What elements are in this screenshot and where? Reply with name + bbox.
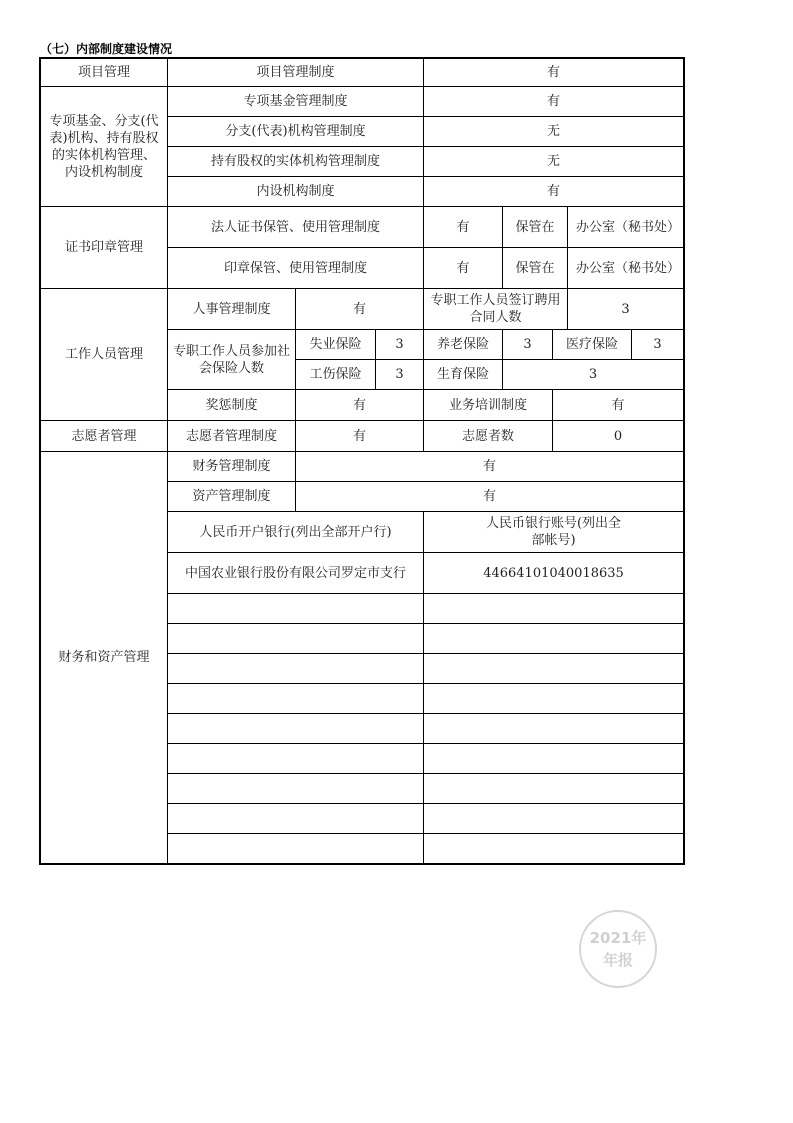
- internal-org-label: 内设机构制度: [168, 177, 424, 207]
- empty-bank-cell: [168, 684, 424, 714]
- medical-value: 3: [632, 330, 685, 360]
- unemployment-label: 失业保险: [296, 330, 376, 360]
- seal-policy-label: 印章保管、使用管理制度: [168, 248, 424, 289]
- volunteer-policy-value: 有: [296, 421, 424, 452]
- watermark-label: 年报: [602, 951, 633, 969]
- section-title: （七）内部制度建设情况: [40, 42, 173, 56]
- empty-bank-cell: [168, 804, 424, 834]
- category-volunteers: 志愿者管理: [39, 421, 168, 452]
- internal-org-value: 有: [424, 177, 685, 207]
- equity-entity-label: 持有股权的实体机构管理制度: [168, 147, 424, 177]
- empty-bank-cell: [168, 624, 424, 654]
- volunteer-policy-label: 志愿者管理制度: [168, 421, 296, 452]
- asset-policy-value: 有: [296, 482, 685, 512]
- empty-bank-cell: [168, 714, 424, 744]
- training-policy-label: 业务培训制度: [424, 390, 553, 421]
- empty-account-cell: [424, 834, 685, 865]
- seal-custody-label: 保管在: [503, 248, 568, 289]
- contract-count-value: 3: [568, 289, 685, 330]
- special-fund-label: 专项基金管理制度: [168, 87, 424, 117]
- account-header: 人民币银行账号(列出全部帐号): [424, 512, 685, 553]
- category-finance: 财务和资产管理: [39, 452, 168, 865]
- empty-account-cell: [424, 594, 685, 624]
- bank-header: 人民币开户银行(列出全部开户行): [168, 512, 424, 553]
- contract-count-label: 专职工作人员签订聘用合同人数: [424, 289, 568, 330]
- unemployment-value: 3: [376, 330, 424, 360]
- asset-policy-label: 资产管理制度: [168, 482, 296, 512]
- pension-label: 养老保险: [424, 330, 503, 360]
- project-policy-value: 有: [424, 57, 685, 87]
- certificate-custody-label: 保管在: [503, 207, 568, 248]
- medical-label: 医疗保险: [553, 330, 632, 360]
- empty-account-cell: [424, 684, 685, 714]
- maternity-label: 生育保险: [424, 360, 503, 390]
- training-policy-value: 有: [553, 390, 685, 421]
- branch-policy-value: 无: [424, 117, 685, 147]
- empty-account-cell: [424, 624, 685, 654]
- empty-bank-cell: [168, 834, 424, 865]
- injury-value: 3: [376, 360, 424, 390]
- empty-bank-cell: [168, 654, 424, 684]
- certificate-custodian: 办公室（秘书处）: [568, 207, 685, 248]
- empty-account-cell: [424, 804, 685, 834]
- category-special-funds: 专项基金、分支(代表)机构、持有股权的实体机构管理、内设机构制度: [39, 87, 168, 207]
- account-number: 44664101040018635: [424, 553, 685, 594]
- reward-policy-label: 奖惩制度: [168, 390, 296, 421]
- empty-account-cell: [424, 744, 685, 774]
- hr-policy-value: 有: [296, 289, 424, 330]
- empty-bank-cell: [168, 744, 424, 774]
- injury-label: 工伤保险: [296, 360, 376, 390]
- category-staff: 工作人员管理: [39, 289, 168, 421]
- category-seals: 证书印章管理: [39, 207, 168, 289]
- project-policy-label: 项目管理制度: [168, 57, 424, 87]
- internal-system-table: [39, 57, 685, 865]
- empty-account-cell: [424, 654, 685, 684]
- bank-name: 中国农业银行股份有限公司罗定市支行: [168, 553, 424, 594]
- hr-policy-label: 人事管理制度: [168, 289, 296, 330]
- branch-policy-label: 分支(代表)机构管理制度: [168, 117, 424, 147]
- category-project: 项目管理: [39, 57, 168, 87]
- watermark-year: 2021年: [589, 929, 647, 947]
- pension-value: 3: [503, 330, 553, 360]
- equity-entity-value: 无: [424, 147, 685, 177]
- finance-policy-value: 有: [296, 452, 685, 482]
- certificate-policy-value: 有: [424, 207, 503, 248]
- empty-account-cell: [424, 714, 685, 744]
- insurance-count-label: 专职工作人员参加社会保险人数: [168, 330, 296, 390]
- finance-policy-label: 财务管理制度: [168, 452, 296, 482]
- empty-account-cell: [424, 774, 685, 804]
- certificate-policy-label: 法人证书保管、使用管理制度: [168, 207, 424, 248]
- special-fund-value: 有: [424, 87, 685, 117]
- annual-report-watermark-seal: [579, 910, 657, 988]
- seal-policy-value: 有: [424, 248, 503, 289]
- empty-bank-cell: [168, 594, 424, 624]
- empty-bank-cell: [168, 774, 424, 804]
- reward-policy-value: 有: [296, 390, 424, 421]
- seal-custodian: 办公室（秘书处）: [568, 248, 685, 289]
- maternity-value: 3: [503, 360, 685, 390]
- volunteer-count-value: 0: [553, 421, 685, 452]
- volunteer-count-label: 志愿者数: [424, 421, 553, 452]
